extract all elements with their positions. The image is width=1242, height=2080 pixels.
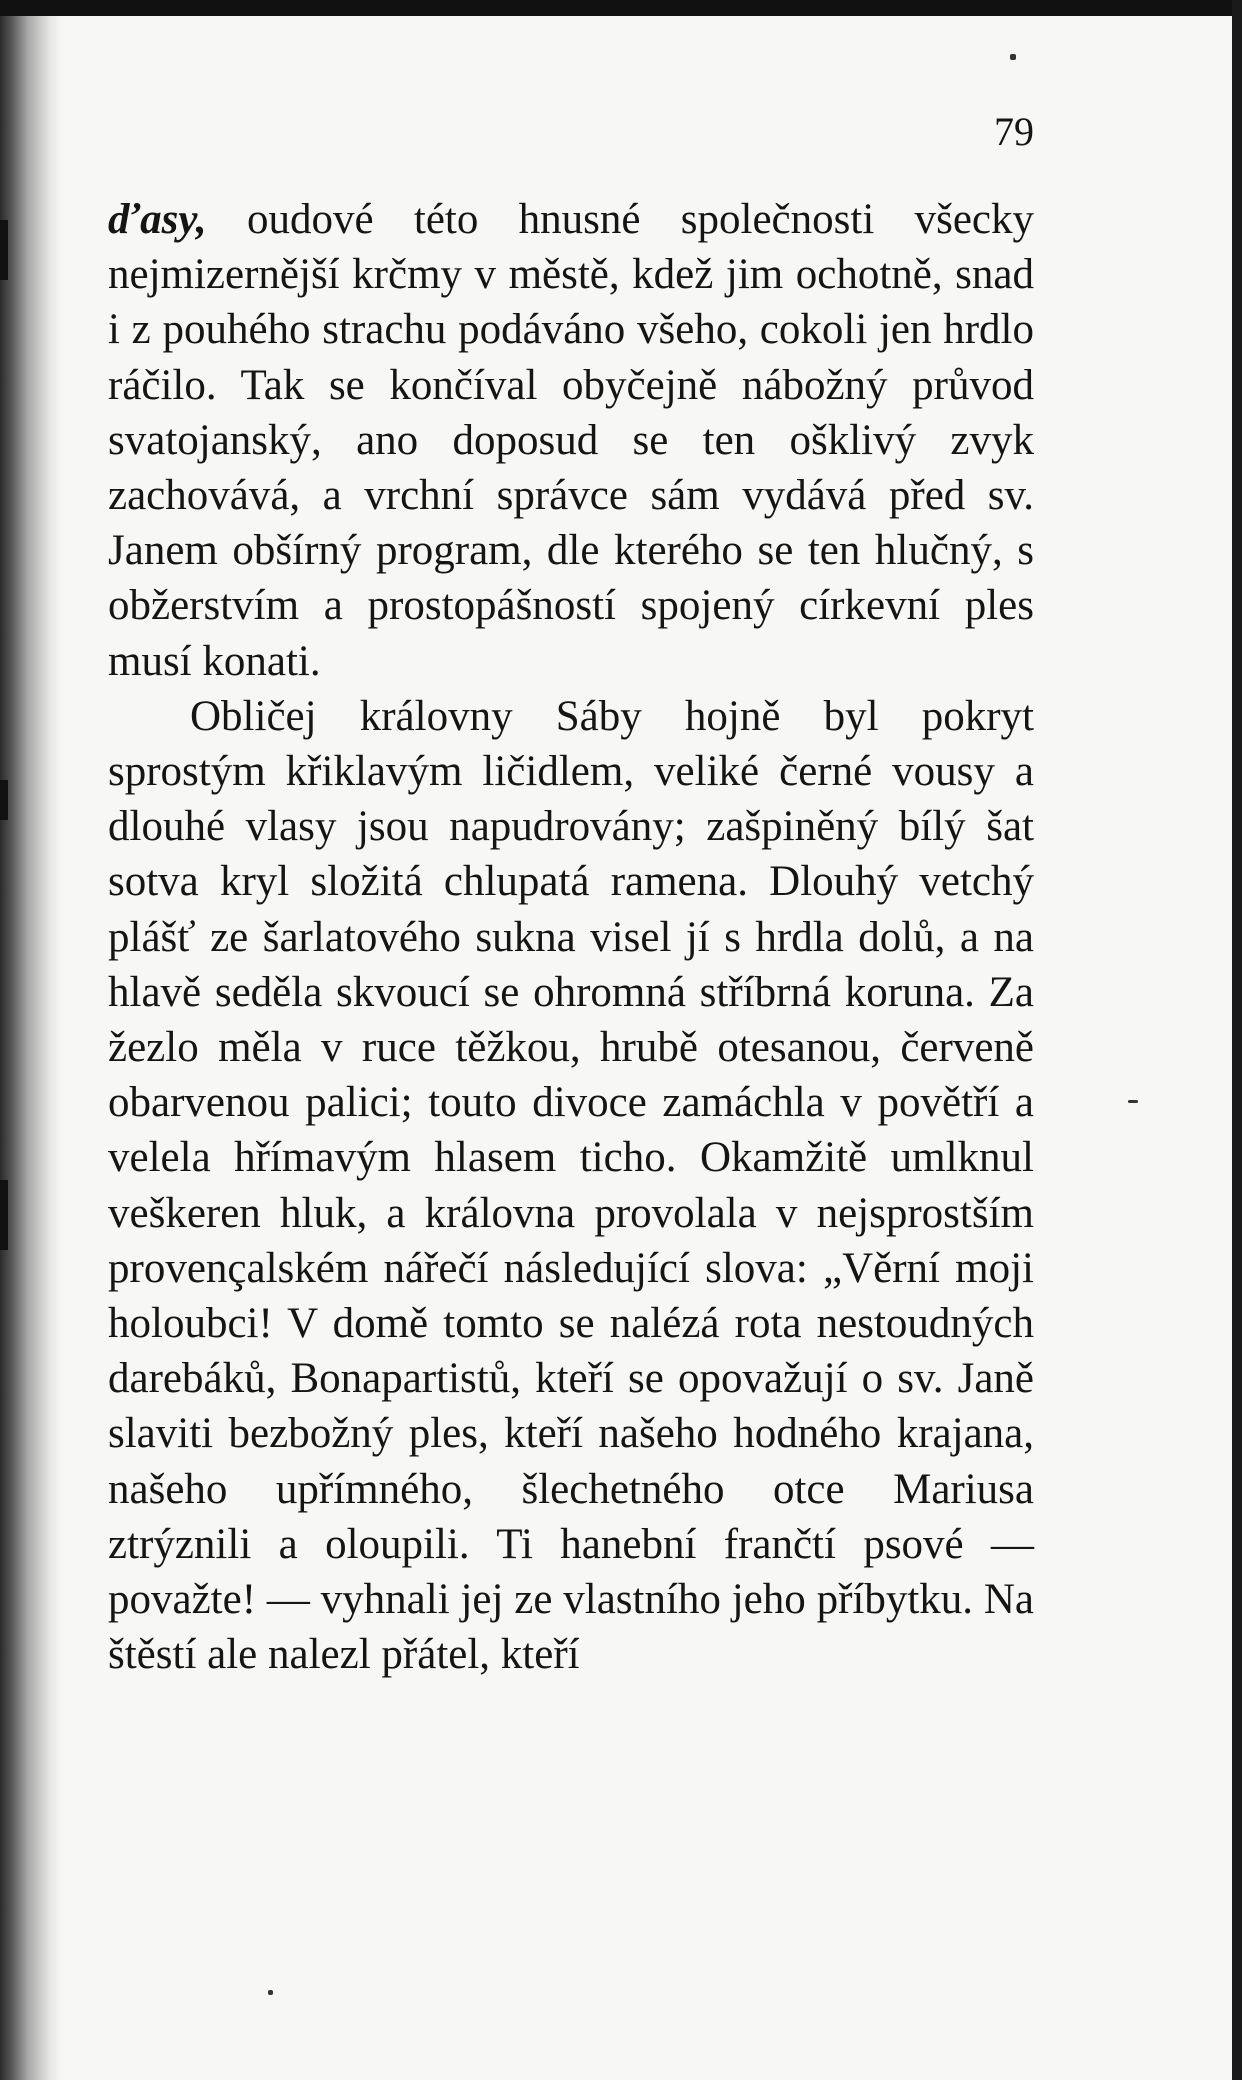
spine-shadow-mark	[0, 220, 8, 280]
spine-shadow-mark	[0, 780, 8, 820]
paragraph-1-lead-word: ďasy,	[108, 196, 207, 243]
paragraph-1	[108, 192, 1034, 689]
book-spine-edge	[0, 16, 62, 2080]
print-speck	[268, 1990, 273, 1995]
scan-top-border	[0, 0, 1242, 16]
page-number: 79	[994, 109, 1034, 154]
paragraph-1-text: oudové této hnusné společnosti všecky nejmizernější krčmy v městě, kdež jim ochotně, snad i z pouhého strachu podáváno všeho, cokoli jen hrdlo ráčilo. Tak se končíval obyčejně nábožný průvod svatojanský, ano doposud se ten ošklivý zvyk zachovává, a vrchní správce sám vydává před sv. Janem obšírný program, dle kterého se ten hlučný, s obžerstvím a prostopášností spojený církevní ples musí konati.	[108, 196, 1034, 685]
print-speck	[1010, 54, 1016, 60]
print-speck	[1128, 1100, 1138, 1103]
paragraph-2: Obličej královny Sáby hojně byl pokryt sprostým křiklavým ličidlem, veliké černé vousy a dlouhé vlasy jsou napudrovány; zašpiněný bílý šat sotva kryl složitá chlupatá ramena. Dlouhý vetchý plášť ze šarlatového sukna visel jí s hrdla dolů, a na hlavě seděla skvoucí se ohromná stříbrná koruna. Za žezlo měla v ruce těžkou, hrubě otesanou, červeně obarvenou palici; touto divoce zamáchla v povětří a velela hřímavým hlasem ticho. Okamžitě umlknul veškeren hluk, a královna provolala v nejsprostším provençalském nářečí následující slova: „Věrní moji holoubci! V domě tomto se nalézá rota nestoudných darebáků, Bonapartistů, kteří se opovažují o sv. Janě slaviti bezbožný ples, kteří našeho hodného krajana, našeho upřímného, šlechetného otce Mariusa ztrýznili a oloupili. Ti hanební frančtí psové — považte! — vyhnali jej ze vlastního jeho příbytku. Na štěstí ale nalezl přátel, kteří	[108, 692, 1034, 1679]
scan-right-border	[1232, 0, 1242, 2080]
page-body-text	[108, 192, 1034, 1682]
spine-shadow-mark	[0, 1180, 8, 1250]
